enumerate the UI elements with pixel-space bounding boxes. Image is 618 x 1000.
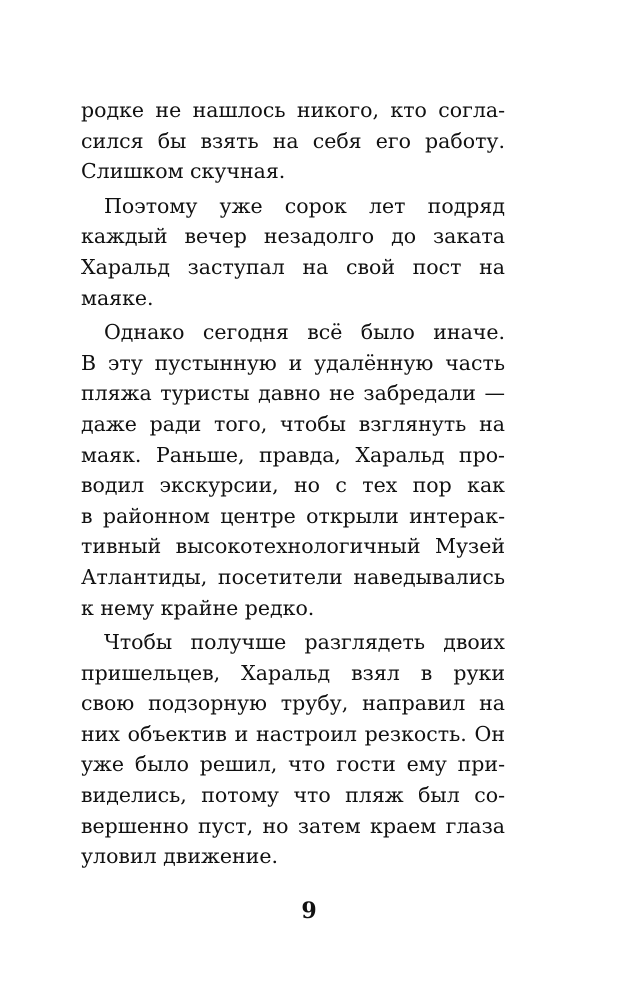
- text-line: уже было решил, что гости ему при-: [81, 752, 505, 777]
- text-line: маяк. Раньше, правда, Харальд про-: [81, 442, 505, 467]
- text-line: Однако сегодня всё было иначе.: [104, 320, 505, 345]
- text-line: Харальд заступал на свой пост на: [81, 254, 505, 279]
- text-line: Слишком скучная.: [81, 159, 286, 184]
- text-line: свою подзорную трубу, направил на: [81, 691, 505, 716]
- text-line: пришельцев, Харальд взял в руки: [81, 660, 505, 685]
- text-line: Поэтому уже сорок лет подряд: [104, 193, 505, 218]
- text-line: каждый вечер незадолго до заката: [81, 224, 505, 249]
- paragraph: [81, 95, 505, 187]
- text-line: маяке.: [81, 285, 154, 310]
- text-line: в районном центре открыли интерак-: [81, 503, 505, 528]
- text-line: уловил движение.: [81, 844, 278, 869]
- text-line: родке не нашлось никого, кто согла-: [81, 98, 505, 122]
- paragraph: [81, 627, 505, 872]
- paragraph: [81, 317, 505, 623]
- text-line: В эту пустынную и удалённую часть: [81, 350, 505, 375]
- text-line: них объектив и настроил резкость. Он: [81, 721, 505, 746]
- text-line: вершенно пуст, но затем краем глаза: [81, 813, 505, 838]
- page-number: 9: [301, 898, 317, 924]
- text-line: виделись, потому что пляж был со-: [81, 783, 505, 808]
- body-text: [81, 95, 505, 876]
- paragraph: [81, 191, 505, 313]
- text-line: тивный высокотехнологичный Музей: [81, 534, 505, 559]
- text-line: водил экскурсии, но с тех пор как: [81, 473, 505, 498]
- text-line: Атлантиды, посетители наведывались: [81, 564, 505, 589]
- text-line: пляжа туристы давно не забредали —: [81, 381, 505, 406]
- text-line: сился бы взять на себя его работу.: [81, 128, 505, 153]
- text-line: даже ради того, чтобы взглянуть на: [81, 411, 505, 436]
- text-line: к нему крайне редко.: [81, 595, 315, 620]
- text-line: Чтобы получше разглядеть двоих: [104, 630, 505, 655]
